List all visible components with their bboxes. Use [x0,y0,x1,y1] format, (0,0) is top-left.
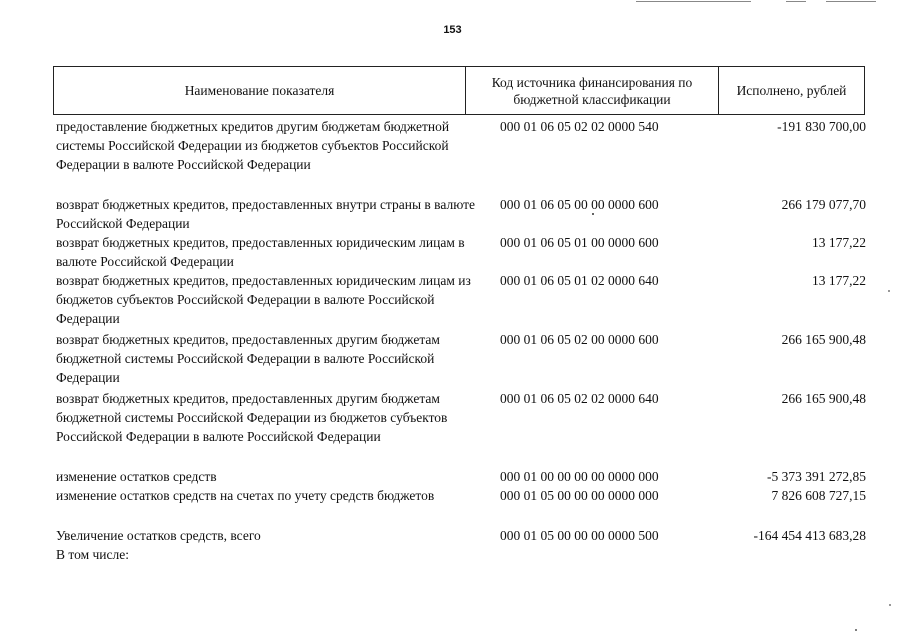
row-name: В том числе: [56,547,129,562]
row-name: возврат бюджетных кредитов, предоставленных внутри страны в валюте Российской Федерации [56,197,476,231]
row-code: 000 01 05 00 00 00 0000 500 [500,528,659,543]
scan-artifact-top [636,0,876,4]
row-code: 000 01 06 05 02 02 0000 540 [500,119,659,134]
table-row [56,526,868,545]
row-name: возврат бюджетных кредитов, предоставленных юридическим лицам в валюте Российской Федерации [56,235,465,269]
row-name: Увеличение остатков средств, всего [56,528,261,543]
row-amount: 13 177,22 [812,273,866,288]
table-row [56,467,868,486]
table-row [56,233,868,271]
row-code: 000 01 06 05 02 02 0000 640 [500,391,659,406]
header-amount: Исполнено, рублей [736,83,847,98]
table-row [56,117,868,195]
scan-speck [592,213,594,215]
header-code: Код источника финансирования по бюджетной классификации [466,67,719,114]
row-name: изменение остатков средств на счетах по учету средств бюджетов [56,488,435,503]
row-name: возврат бюджетных кредитов, предоставленных другим бюджетам бюджетной системы Российской Федерации в валюте Российской Федерации [56,332,440,385]
table-row [56,271,868,330]
page-number: 153 [443,24,462,36]
scan-speck [888,290,890,292]
scan-speck [889,604,891,606]
table-row [56,330,868,389]
table-row [56,545,868,564]
row-amount: -191 830 700,00 [777,119,866,134]
row-name: изменение остатков средств [56,469,217,484]
row-amount: 266 165 900,48 [781,391,866,406]
row-code: 000 01 06 05 00 00 0000 600 [500,197,659,212]
table-body [56,117,868,564]
row-amount: 13 177,22 [812,235,866,250]
row-amount: -164 454 413 683,28 [753,528,866,543]
row-amount: 7 826 608 727,15 [771,488,866,503]
row-amount: 266 165 900,48 [781,332,866,347]
row-name: возврат бюджетных кредитов, предоставленных юридическим лицам из бюджетов субъектов Российской Федерации в валюте Российской Федерации [56,273,471,326]
row-name: возврат бюджетных кредитов, предоставленных другим бюджетам бюджетной системы Российской Федерации из бюджетов субъектов Российской Федерации в валюте Российской Федерации [56,391,448,444]
table-header [53,66,865,115]
row-code: 000 01 06 05 01 00 0000 600 [500,235,659,250]
row-code: 000 01 06 05 02 00 0000 600 [500,332,659,347]
row-name: предоставление бюджетных кредитов другим бюджетам бюджетной системы Российской Федерации из бюджетов субъектов Российской Федерации в валюте Российской Федерации [56,119,450,172]
table-row [56,195,868,233]
header-name: Наименование показателя [54,67,466,114]
row-code: 000 01 05 00 00 00 0000 000 [500,488,659,503]
row-code: 000 01 00 00 00 00 0000 000 [500,469,659,484]
row-amount: 266 179 077,70 [781,197,866,212]
scan-speck [855,629,857,631]
table-row [56,389,868,467]
row-code: 000 01 06 05 01 02 0000 640 [500,273,659,288]
row-amount: -5 373 391 272,85 [767,469,866,484]
table-row [56,486,868,526]
